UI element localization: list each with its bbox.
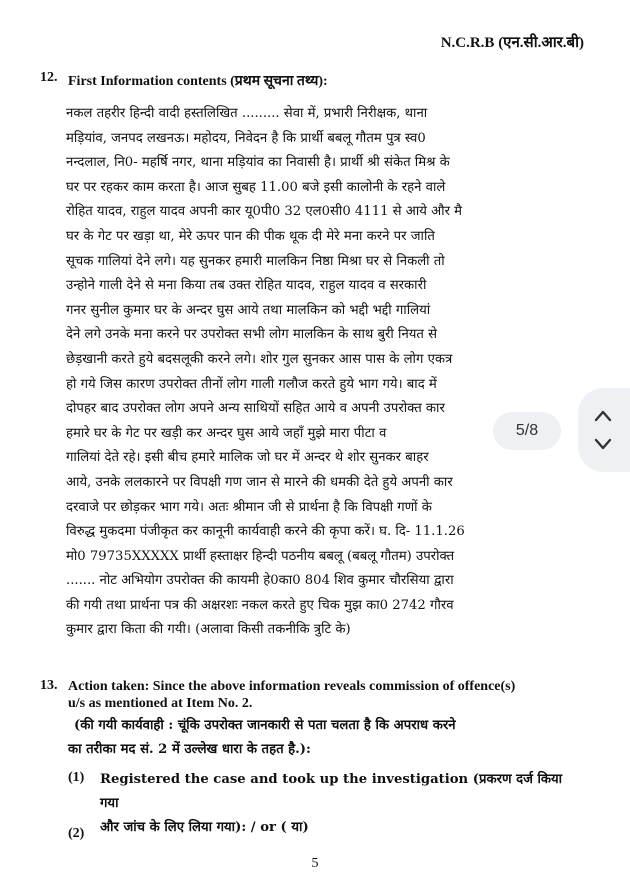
section-12-line: विरुद्ध मुकदमा पंजीकृत कर कानूनी कार्यवाही करने की कृपा करें। घ. दि- 11.1.26 bbox=[66, 524, 465, 540]
section-12-line: आये, उनके ललकारने पर विपक्षी गण जान से मारने की धमकी देते हुये अपनी कार bbox=[66, 474, 453, 490]
section-12-line: मड़ियांव, जनपद लखनऊ। महोदय, निवेदन है कि प्रार्थी बबलू गौतम पुत्र स्व0 bbox=[66, 130, 426, 146]
section-12-line: नन्दलाल, नि0- महर्षि नगर, थाना मड़ियांव का निवासी है। प्रार्थी श्री संकेत मिश्र के bbox=[66, 155, 450, 171]
chevron-down-icon[interactable] bbox=[593, 434, 613, 454]
section-12-line: रोहित यादव, राहुल यादव अपनी कार यू0पी0 32 एल0सी0 4111 से आये और मै bbox=[66, 204, 463, 220]
section-12-line: देने लगे उनके मना करने पर उपरोक्त सभी लोग मालकिन के साथ बुरी नियत से bbox=[66, 327, 438, 343]
page-nav-control bbox=[578, 388, 630, 472]
page-indicator: 5/8 bbox=[493, 412, 561, 450]
section-12-line: दोपहर बाद उपरोक्त लोग अपने अन्य साथियों सहित आये व अपनी उपरोक्त कार bbox=[66, 401, 445, 417]
section-13-number: 13. bbox=[40, 678, 58, 693]
section-12-line: सूचक गालियां देने लगे। यह सुनकर हमारी मालकिन निष्ठा मिश्रा घर से निकली तो bbox=[66, 253, 445, 269]
section-12-line: नकल तहरीर हिन्दी वादी हस्तलिखित ......... सेवा में, प्रभारी निरीक्षक, थाना bbox=[66, 106, 428, 121]
section-12-body bbox=[66, 102, 586, 643]
item-1-text bbox=[100, 768, 570, 840]
item-1-line1: Registered the case and took up the investigation (प्रकरण दर्ज किया गया bbox=[100, 772, 563, 811]
section-13-heading bbox=[68, 678, 588, 712]
page-number: 5 bbox=[311, 856, 319, 871]
section-12-line: मो0 79735XXXXX प्रार्थी हस्ताक्षर हिन्दी पठनीय बबलू (बबलू गौतम) उपरोक्त bbox=[66, 548, 455, 564]
item-1-line2: और जांच के लिए लिया गया): / or ( या) bbox=[100, 820, 309, 835]
section-13-hindi bbox=[68, 714, 588, 762]
section-13-hindi-line2: का तरीका मद सं. 2 में उल्लेख धारा के तहत है.): bbox=[68, 742, 311, 757]
document-header: N.C.R.B (एन.सी.आर.बी) bbox=[440, 35, 584, 51]
section-12-line: गनर सुनील कुमार घर के अन्दर घुस आये तथा मालकिन को भद्दी भद्दी गालियां bbox=[66, 302, 431, 318]
section-12-title: First Information contents (प्रथम सूचना तथ्य): bbox=[68, 74, 328, 89]
section-12-line: गालियां देते रहे। इसी बीच हमारे मालिक जो घर में अन्दर थे शोर सुनकर बाहर bbox=[66, 450, 429, 466]
item-2-number: (2) bbox=[68, 826, 85, 841]
section-12-line: उन्होने गाली देने से मना किया तब उक्त रोहित यादव, राहुल यादव व सरकारी bbox=[66, 278, 427, 294]
section-12-line: की गयी तथा प्रार्थना पत्र की अक्षरशः नकल करते हुए चिक मुझ का0 2742 गौरव bbox=[66, 597, 454, 613]
section-13-hindi-line1: (की गयी कार्यवाही : चूंकि उपरोक्त जानकारी से पता चलता है कि अपराध करने bbox=[74, 718, 456, 733]
item-1-number: (1) bbox=[68, 770, 85, 785]
section-12-line: दरवाजे पर छोड़कर भाग गये। अतः श्रीमान जी से प्रार्थना है कि विपक्षी गणों के bbox=[66, 499, 432, 515]
section-12-line: घर पर रहकर काम करता है। आज सुबह 11.00 बजे इसी कालोनी के रहने वाले bbox=[66, 179, 446, 195]
section-12-line: हमारे घर के गेट पर खड़ी कर अन्दर घुस आये जहाँ मुझे मारा पीटा व bbox=[66, 425, 387, 441]
section-12-line: कुमार द्वारा किता की गयी। (अलावा किसी तकनीकि त्रुटि के) bbox=[66, 622, 351, 638]
section-12-line: ....... नोट अभियोग उपरोक्त की कायमी हे0का0 804 शिव कुमार चौरसिया द्वारा bbox=[66, 573, 454, 589]
section-13-heading-line1: Action taken: Since the above information reveals commission of offence(s) bbox=[68, 679, 516, 694]
chevron-up-icon[interactable] bbox=[593, 406, 613, 426]
section-12-line: छेड़खानी करते हुये बदसलूकी करने लगे। शोर गुल सुनकर आस पास के लोग एकत्र bbox=[66, 351, 453, 367]
section-12-line: हो गये जिस कारण उपरोक्त तीनों लोग गाली गलौज करते हुये भाग गये। बाद में bbox=[66, 376, 437, 392]
section-12-line: घर के गेट पर खड़ा था, मेरे ऊपर पान की पीक थूक दी मेरे मना करने पर जाति bbox=[66, 228, 435, 244]
section-12-number: 12. bbox=[40, 70, 58, 85]
section-13-heading-line2: u/s as mentioned at Item No. 2. bbox=[68, 696, 253, 711]
